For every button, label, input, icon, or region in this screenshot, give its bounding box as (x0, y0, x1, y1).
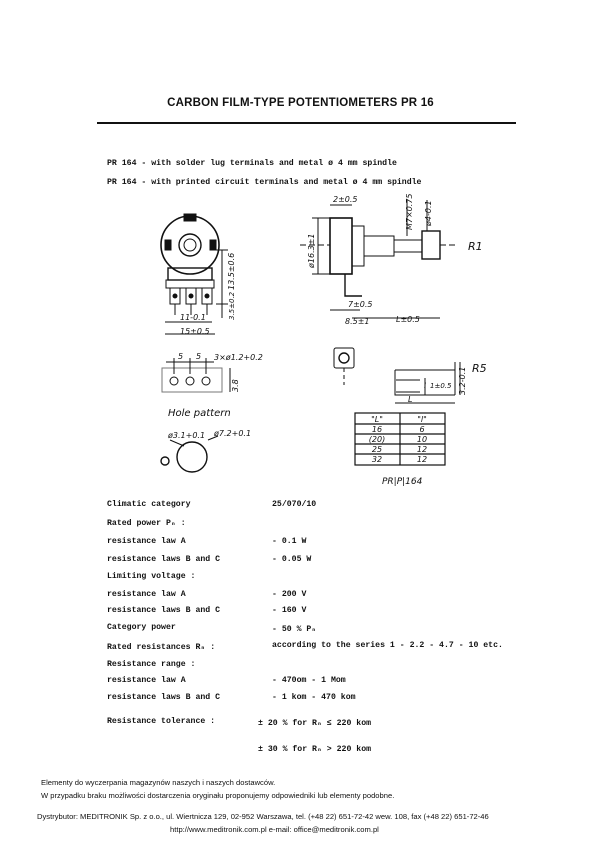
page-title: CARBON FILM-TYPE POTENTIOMETERS PR 16 (167, 97, 434, 109)
spec-value: - 1 kom - 470 kom (272, 693, 356, 702)
variant-desc: - with solder lug terminals and metal ø 4 mm spindle (141, 159, 397, 168)
dim-spindle-diameter: ø4-0.1 (424, 200, 433, 226)
spec-value: - 0.05 W (272, 555, 312, 564)
spec-label: Rated power Pₙ : (107, 519, 186, 528)
spec-value: - 0.1 W (272, 537, 307, 546)
spec-label: Resistance range : (107, 660, 196, 669)
spec-label: resistance law A (107, 590, 186, 599)
spec-value: ± 30 % for Rₙ > 220 kom (258, 745, 372, 754)
dim-lug-7: 7±0.5 (348, 300, 373, 309)
dim-r5-15: 1±0.5 (430, 382, 452, 390)
table-cell: 25 (371, 445, 383, 454)
r1-label: R1 (468, 240, 483, 253)
dim-height: 13.5±0.6 (227, 252, 236, 290)
spec-label: Limiting voltage : (107, 572, 196, 581)
spec-value: - 470om - 1 Mom (272, 676, 346, 685)
dim-spindle-length: L±0.5 (396, 315, 420, 324)
table-cell: 16 (371, 425, 383, 434)
footer-line-3: Dystrybutor: MEDITRONIK Sp. z o.o., ul. Wiertnicza 129, 02-952 Warszawa, tel. (+48 22) 651-72-42 wew. 108, fax (+48 22) 651-72-46 (37, 812, 489, 821)
r5-view (334, 348, 460, 403)
variant-desc: - with printed circuit terminals and metal ø 4 mm spindle (141, 178, 422, 187)
dim-holes: 3×ø1.2+0.2 (214, 353, 263, 362)
spec-value: - 200 V (272, 590, 307, 599)
dim-width-15: 15±0.5 (180, 327, 210, 336)
dim-hole-large: ø7.2+0.1 (214, 429, 252, 438)
spec-value: according to the series 1 - 2.2 - 4.7 - 10 etc. (272, 641, 503, 650)
r5-label: R5 (472, 362, 487, 375)
dim-hole-offset: 3.8 (231, 379, 240, 392)
hole-pattern-label: Hole pattern (168, 408, 231, 419)
footer-line-2: W przypadku braku możliwości dostarczenia oryginału proponujemy odpowiedniki lub elementy podobne. (41, 791, 395, 800)
dim-pitch-b: 5 (196, 352, 202, 361)
table-cell: 6 (419, 425, 425, 434)
dim-r5-32: 3.2-0.1 (458, 366, 467, 395)
dim-r5-l: l (424, 382, 426, 390)
dim-hole-small: ø3.1+0.1 (168, 431, 206, 440)
footer-line-4: http://www.meditronik.com.pl e-mail: office@meditronik.com.pl (170, 825, 379, 834)
spec-label: Category power (107, 623, 176, 632)
footer-line-1: Elementy do wyczerpania magazynów naszych i naszych dostawców. (41, 778, 276, 787)
dim-body-depth: 8.5±1 (345, 317, 370, 326)
table-cell: (20) (368, 435, 386, 444)
spec-value: ± 20 % for Rₙ ≤ 220 kom (258, 719, 372, 728)
dim-thread: M7×0.75 (405, 193, 414, 230)
table-header-l: "l" (417, 415, 427, 424)
spec-label: resistance laws B and C (107, 606, 221, 615)
dim-body-diameter: ø16.3±1 (307, 233, 316, 268)
spec-label: resistance law A (107, 676, 186, 685)
spec-value: - 50 % Pₙ (272, 625, 317, 634)
spec-label: Rated resistances Rₙ : (107, 643, 216, 652)
dim-pitch-a: 5 (178, 352, 184, 361)
part-ref-label: PR|P|164 (382, 477, 423, 487)
dim-width-11: 11-0.1 (180, 313, 206, 322)
table-header-L: "L" (371, 415, 383, 424)
table-cell: 12 (416, 455, 428, 464)
spec-label: resistance laws B and C (107, 693, 221, 702)
table-cell: 12 (416, 445, 428, 454)
spec-value: 25/070/10 (272, 500, 317, 509)
spec-value: - 160 V (272, 606, 307, 615)
spec-label: Climatic category (107, 500, 191, 509)
dim-top-width: 2±0.5 (333, 195, 358, 204)
variant-code: PR 164 (107, 178, 137, 187)
dim-pin-height: 3.5±0.2 (228, 291, 236, 320)
variant-code: PR 164 (107, 159, 137, 168)
dim-r5-L: L (408, 395, 413, 404)
spec-label: resistance laws B and C (107, 555, 221, 564)
spec-label: resistance law A (107, 537, 186, 546)
table-cell: 32 (371, 455, 383, 464)
spec-label: Resistance tolerance : (107, 717, 216, 726)
table-cell: 10 (416, 435, 428, 444)
